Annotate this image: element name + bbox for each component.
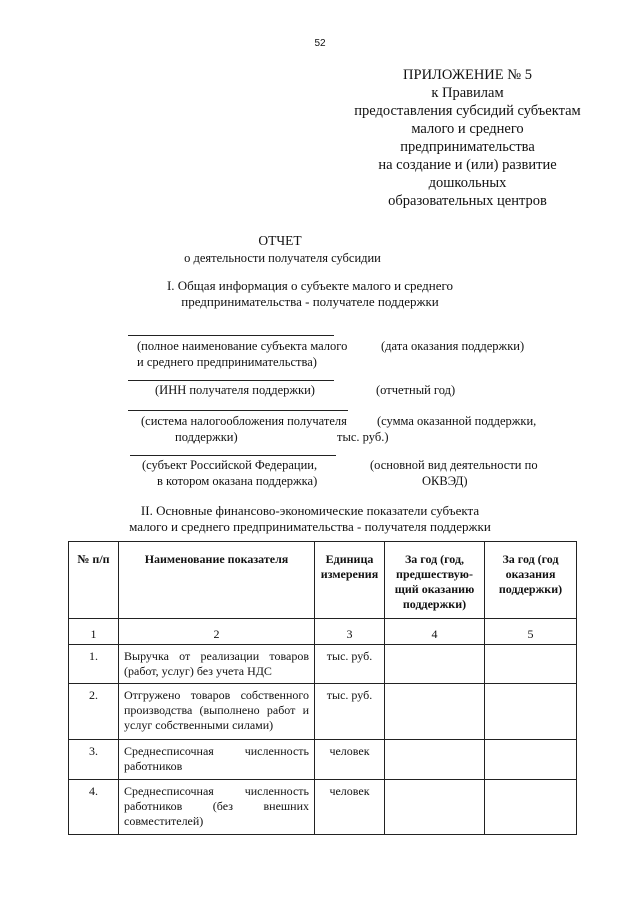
appendix-line: предоставления субсидий субъектам: [354, 103, 581, 119]
okved-label-2: ОКВЭД): [422, 474, 468, 488]
tax-system-label-2: поддержки): [175, 430, 238, 444]
previous-year-value[interactable]: [385, 740, 485, 780]
full-name-label: (полное наименование субъекта малого: [137, 339, 348, 353]
column-number: 2: [119, 619, 315, 645]
support-amount-unit: тыс. руб.): [337, 430, 389, 444]
row-number: 2.: [69, 684, 119, 740]
indicator-unit: тыс. руб.: [315, 684, 385, 740]
full-name-fill-line[interactable]: [128, 335, 334, 336]
indicators-table: [68, 541, 577, 835]
appendix-line: малого и среднего: [411, 121, 524, 137]
table-header-row: [69, 542, 577, 619]
indicator-name: Отгружено товаров собственного производства (выполнено работ и услуг собственными силами): [119, 684, 315, 740]
report-subtitle: о деятельности получателя субсидии: [184, 251, 381, 265]
section2-heading-line1: II. Основные финансово-экономические показатели субъекта: [140, 503, 480, 518]
section1-heading-line1: I. Общая информация о субъекте малого и среднего: [166, 278, 454, 293]
row-number: 3.: [69, 740, 119, 780]
appendix-line: дошкольных: [428, 175, 507, 191]
header-previous-year: За год (год, предшествую-щий оказанию поддержки): [385, 542, 485, 619]
table-row: [69, 684, 577, 740]
indicator-name: Среднесписочная численность работников: [119, 740, 315, 780]
report-title: ОТЧЕТ: [258, 233, 302, 248]
section1-heading: [0, 278, 620, 310]
appendix-header: [335, 66, 600, 210]
support-amount-label: (сумма оказанной поддержки,: [377, 414, 537, 428]
column-number: 1: [69, 619, 119, 645]
header-support-year: За год (год оказания поддержки): [485, 542, 577, 619]
indicator-name: Выручка от реализации товаров (работ, услуг) без учета НДС: [119, 645, 315, 684]
appendix-title: ПРИЛОЖЕНИЕ № 5: [403, 67, 532, 83]
column-number: 4: [385, 619, 485, 645]
appendix-line: на создание и (или) развитие: [378, 157, 557, 173]
header-number: № п/п: [69, 542, 119, 619]
support-year-value[interactable]: [485, 780, 577, 835]
okved-label: (основной вид деятельности по: [370, 458, 538, 472]
region-label-2: в котором оказана поддержка): [157, 474, 318, 488]
header-indicator-name: Наименование показателя: [119, 542, 315, 619]
indicator-unit: человек: [315, 740, 385, 780]
indicator-unit: тыс. руб.: [315, 645, 385, 684]
section1-heading-line2: предпринимательства - получателе поддержки: [181, 294, 439, 309]
region-label: (субъект Российской Федерации,: [142, 458, 318, 472]
indicator-name: Среднесписочная численность работников (без внешних совместителей): [119, 780, 315, 835]
row-number: 1.: [69, 645, 119, 684]
support-year-value[interactable]: [485, 684, 577, 740]
table-row: [69, 780, 577, 835]
full-name-label-2: и среднего предпринимательства): [137, 355, 317, 369]
support-year-value[interactable]: [485, 740, 577, 780]
column-number: 5: [485, 619, 577, 645]
indicator-unit: человек: [315, 780, 385, 835]
appendix-line: к Правилам: [431, 85, 504, 101]
table-row: [69, 645, 577, 684]
header-unit: Единица измерения: [315, 542, 385, 619]
previous-year-value[interactable]: [385, 684, 485, 740]
region-fill-line[interactable]: [130, 455, 336, 456]
reporting-year-label: (отчетный год): [376, 383, 456, 397]
column-number: 3: [315, 619, 385, 645]
tax-system-fill-line[interactable]: [128, 410, 348, 411]
inn-fill-line[interactable]: [128, 380, 334, 381]
support-year-value[interactable]: [485, 645, 577, 684]
column-number-row: [69, 619, 577, 645]
previous-year-value[interactable]: [385, 645, 485, 684]
table-row: [69, 740, 577, 780]
previous-year-value[interactable]: [385, 780, 485, 835]
tax-system-label: (система налогообложения получателя: [141, 414, 347, 428]
appendix-line: предпринимательства: [400, 139, 535, 155]
appendix-line: образовательных центров: [388, 193, 547, 209]
page-number: 52: [314, 38, 326, 49]
section2-heading: [0, 503, 620, 535]
row-number: 4.: [69, 780, 119, 835]
support-date-label: (дата оказания поддержки): [381, 339, 525, 353]
section2-heading-line2: малого и среднего предпринимательства - получателя поддержки: [129, 519, 491, 534]
inn-label: (ИНН получателя поддержки): [155, 383, 315, 397]
